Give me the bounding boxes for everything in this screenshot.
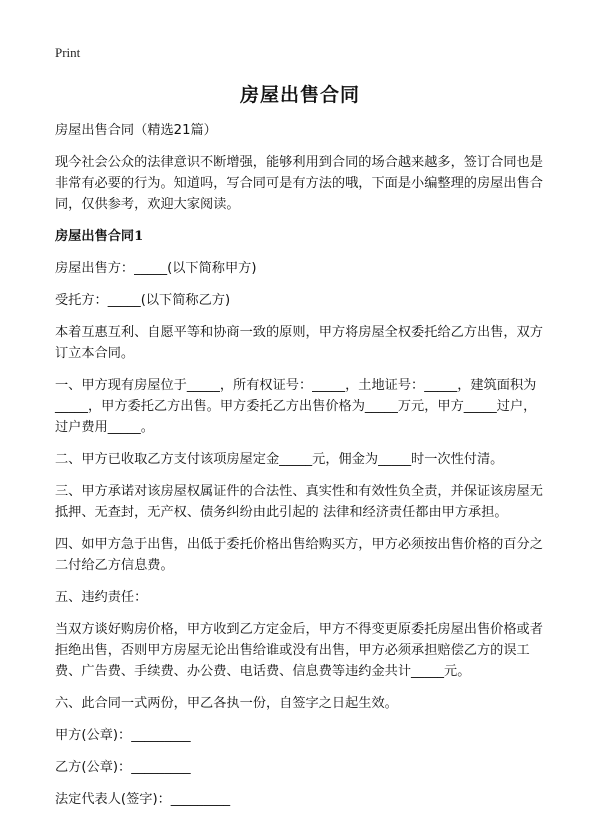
- document-title: 房屋出售合同: [239, 84, 360, 106]
- clause-5-body: 当双方谈好购房价格，甲方收到乙方定金后，甲方不得变更原委托房屋出售价格或者拒绝出售，否则甲方房屋无论出售给谁或没有出售，甲方必须承担赔偿乙方的误工费、广告费、手续费、办公费、电话费、信息费等违约金共计_____元。: [55, 622, 543, 679]
- seller-line: 房屋出售方：_____(以下简称甲方): [55, 261, 257, 276]
- principle-paragraph: 本着互惠互利、自愿平等和协商一致的原则，甲方将房屋全权委托给乙方出售，双方订立本合同。: [55, 325, 543, 361]
- intro-paragraph: 现今社会公众的法律意识不断增强，能够利用到合同的场合越来越多，签订合同也是非常有必要的行为。知道吗，写合同可是有方法的哦，下面是小编整理的房屋出售合同，仅供参考，欢迎大家阅读。: [55, 155, 543, 212]
- clause-2: 二、甲方已收取乙方支付该项房屋定金_____元，佣金为_____时一次性付清。: [55, 452, 504, 467]
- clause-3: 三、甲方承诺对该房屋权属证件的合法性、真实性和有效性负全责，并保证该房屋无抵押、无查封，无产权、债务纠纷由此引起的 法律和经济责任都由甲方承担。: [55, 484, 543, 520]
- agent-line: 受托方：_____(以下简称乙方): [55, 293, 231, 308]
- signature-party-a: 甲方(公章)：_________: [55, 728, 191, 743]
- print-link[interactable]: Print: [55, 45, 81, 60]
- clause-4: 四、如甲方急于出售，出低于委托价格出售给购买方，甲方必须按出售价格的百分之二付给乙方信息费。: [55, 537, 543, 573]
- document-subtitle: 房屋出售合同（精选21篇）: [55, 123, 217, 138]
- clause-1: 一、甲方现有房屋位于_____，所有权证号：_____，土地证号：_____，建筑面积为_____，甲方委托乙方出售。甲方委托乙方出售价格为_____万元，甲方_____过户，过户费用_____。: [55, 378, 537, 435]
- document-body: [55, 120, 545, 821]
- clause-5-heading: 五、违约责任：: [55, 590, 148, 605]
- signature-party-b: 乙方(公章)：_________: [55, 760, 191, 775]
- signature-legal-rep: 法定代表人(签字)：_________: [55, 792, 231, 807]
- clause-6: 六、此合同一式两份，甲乙各执一份，自签字之日起生效。: [55, 696, 398, 711]
- section-heading: 房屋出售合同1: [55, 229, 144, 244]
